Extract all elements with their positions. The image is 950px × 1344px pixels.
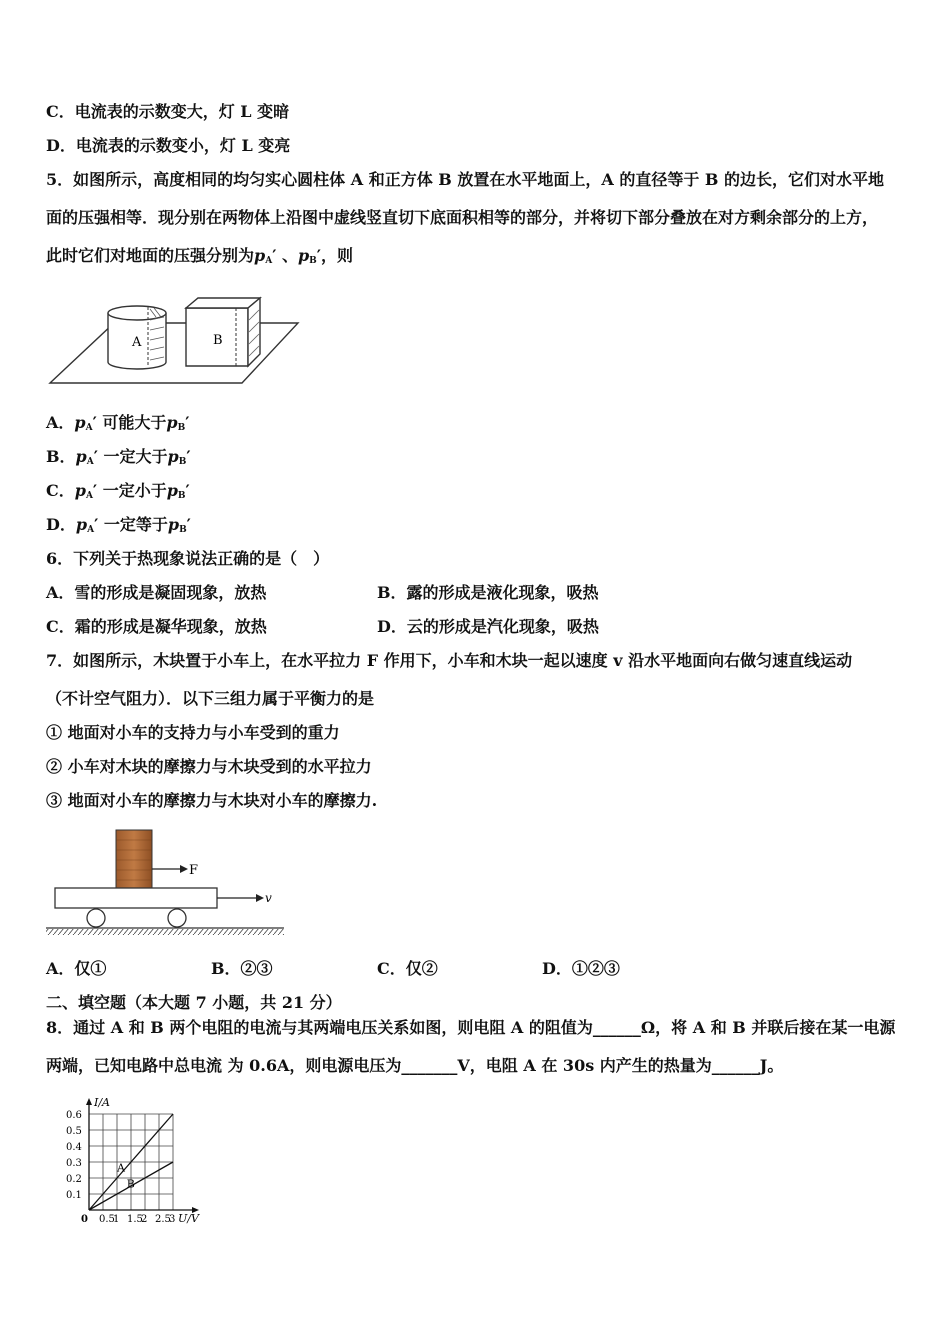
q4-option-c: C．电流表的示数变大，灯 L 变暗 (46, 102, 290, 121)
velocity-label: v (265, 891, 272, 905)
x-tick-label: 3 (169, 1214, 176, 1225)
cube-b-label: B (213, 333, 223, 348)
q6-option-a: A．雪的形成是凝固现象，放热 (46, 583, 267, 602)
q5-a-pb-symbol: p (166, 413, 178, 432)
q5-c-pa-sub: A (85, 491, 93, 501)
y-tick-label: 0.6 (66, 1110, 82, 1121)
x-tick-label: 2.5 (155, 1214, 171, 1225)
q5-option-b-letter: B． (46, 447, 76, 466)
q5-option-d-text: 一定等于 (103, 515, 168, 534)
q5-stem-line2: 面的压强相等．现分别在两物体上沿图中虚线竖直切下底面积相等的部分，并将切下部分叠放在对方剩余部分的上方， (46, 208, 879, 227)
q5-c-pb-sub: B (177, 491, 186, 501)
q5-a-pb-prime: ′ (185, 413, 190, 432)
q8-stem-line2: 两端，已知电路中总电流 为 0.6A，则电源电压为_______V，电阻 A 在 30s 内产生的热量为______J。 (46, 1056, 784, 1075)
q6-option-d: D．云的形成是汽化现象，吸热 (377, 617, 599, 636)
q5-d-pb-prime: ′ (186, 515, 191, 534)
ground-hatch (46, 929, 284, 935)
series-label-a: A (117, 1161, 125, 1175)
q7-option-b: B．②③ (211, 959, 273, 978)
iu-chart (60, 1095, 220, 1230)
q5-d-pb-symbol: p (167, 515, 180, 534)
q7-option-d: D．①②③ (542, 959, 620, 978)
x-tick-label: 1.5 (127, 1214, 143, 1225)
q7-figure (44, 826, 289, 940)
pa-subscript: A (265, 256, 273, 266)
y-tick-label: 0.1 (66, 1190, 82, 1201)
q5-option-c-text: 一定小于 (102, 481, 167, 500)
q5-figure (46, 290, 306, 390)
q5-option-c (46, 480, 190, 507)
q5-c-pb-prime: ′ (185, 481, 190, 500)
force-label: F (189, 863, 199, 878)
x-tick-label: 2 (141, 1214, 148, 1225)
q5-b-pb-prime: ′ (186, 447, 191, 466)
cart-wheel-left (87, 909, 105, 927)
q5-stem-line1: 5．如图所示，高度相同的均匀实心圆柱体 A 和正方体 B 放置在水平地面上，A 的直径等于 B 的边长，它们对水平地 (46, 170, 885, 189)
q5-option-b (46, 446, 191, 473)
pb-symbol: p (297, 246, 310, 265)
wood-block (116, 830, 152, 888)
q7-statement-2: ② 小车对木块的摩擦力与木块受到的水平拉力 (46, 757, 372, 776)
q5-c-pb-symbol: p (166, 481, 178, 500)
cart-body (55, 888, 217, 908)
y-tick-label: 0.5 (66, 1126, 82, 1137)
cylinder-a-top (108, 306, 166, 320)
q7-stem-line1: 7．如图所示，木块置于小车上，在水平拉力 F 作用下，小车和木块一起以速度 v 沿水平地面向右做匀速直线运动 (46, 651, 853, 670)
q5-b-pa-sub: A (86, 457, 94, 467)
q5-option-a-text: 可能大于 (102, 413, 167, 432)
velocity-arrow-head (256, 894, 264, 902)
x-tick-label: 0.5 (99, 1214, 115, 1225)
force-arrow-head (180, 865, 188, 873)
q5-option-a (46, 412, 189, 439)
q5-a-pa-prime: ′ (92, 413, 97, 432)
q5-a-pa-symbol: p (74, 413, 86, 432)
x-tick-label: 1 (113, 1214, 120, 1225)
q5-d-pa-prime: ′ (94, 515, 99, 534)
q7-statement-1: ① 地面对小车的支持力与小车受到的重力 (46, 723, 340, 742)
pb-subscript: B (309, 256, 317, 266)
q5-d-pa-sub: A (87, 525, 95, 535)
q5-a-pa-sub: A (85, 423, 93, 433)
q7-option-a: A．仅① (46, 959, 107, 978)
q5-b-pb-sub: B (178, 457, 187, 467)
q5-b-pb-symbol: p (167, 447, 179, 466)
q5-option-a-letter: A． (46, 413, 75, 432)
q5-stem-line3-prefix: 此时它们对地面的压强分别为 (46, 246, 255, 265)
q5-option-b-text: 一定大于 (103, 447, 168, 466)
y-tick-label: 0.3 (66, 1158, 82, 1169)
y-axis-label: I/A (94, 1096, 110, 1109)
q5-b-pa-symbol: p (75, 447, 87, 466)
y-tick-label: 0.4 (66, 1142, 82, 1153)
q5-stem-line3-suffix: ，则 (321, 246, 354, 265)
cart-wheel-right (168, 909, 186, 927)
pa-symbol: p (254, 246, 266, 265)
section-2-title: 二、填空题（本大题 7 小题，共 21 分） (46, 993, 342, 1012)
q7-option-c: C．仅② (377, 959, 438, 978)
q7-stem-line2: （不计空气阻力）．以下三组力属于平衡力的是 (46, 689, 375, 708)
q5-option-c-letter: C． (46, 481, 75, 500)
q5-c-pa-symbol: p (74, 481, 86, 500)
q5-d-pb-sub: B (179, 525, 187, 535)
q7-statement-3: ③ 地面对小车的摩擦力与木块对小车的摩擦力. (46, 791, 378, 810)
q5-b-pa-prime: ′ (93, 447, 98, 466)
q6-stem: 6．下列关于热现象说法正确的是（ ） (46, 549, 330, 568)
cylinder-a-label: A (132, 335, 142, 350)
q5-option-d (46, 514, 191, 541)
y-tick-label: 0.2 (66, 1174, 82, 1185)
q4-option-d: D．电流表的示数变小，灯 L 变亮 (46, 136, 291, 155)
series-label-b: B (126, 1177, 135, 1191)
q8-stem-line1: 8．通过 A 和 B 两个电阻的电流与其两端电压关系如图，则电阻 A 的阻值为______Ω，将 A 和 B 并联后接在某一电源 (46, 1018, 896, 1037)
x-tick-label: 0 (81, 1214, 88, 1225)
q6-option-c: C．霜的形成是凝华现象，放热 (46, 617, 267, 636)
y-axis-arrow (86, 1098, 92, 1105)
pa-prime: ′ (272, 246, 277, 265)
q5-d-pa-symbol: p (75, 515, 88, 534)
q6-option-b: B．露的形成是液化现象，吸热 (377, 583, 599, 602)
pb-prime: ′ (316, 246, 321, 265)
q5-a-pb-sub: B (177, 423, 186, 433)
cube-b-side (248, 298, 260, 366)
q5-c-pa-prime: ′ (92, 481, 98, 500)
q5-stem-line3: 此时它们对地面的压强分别为$p_A'$ 、$p_B'$，则 (46, 246, 354, 266)
x-axis-label: U/V (178, 1212, 199, 1225)
ground-plane (50, 323, 298, 383)
q5-option-d-letter: D． (46, 515, 76, 534)
